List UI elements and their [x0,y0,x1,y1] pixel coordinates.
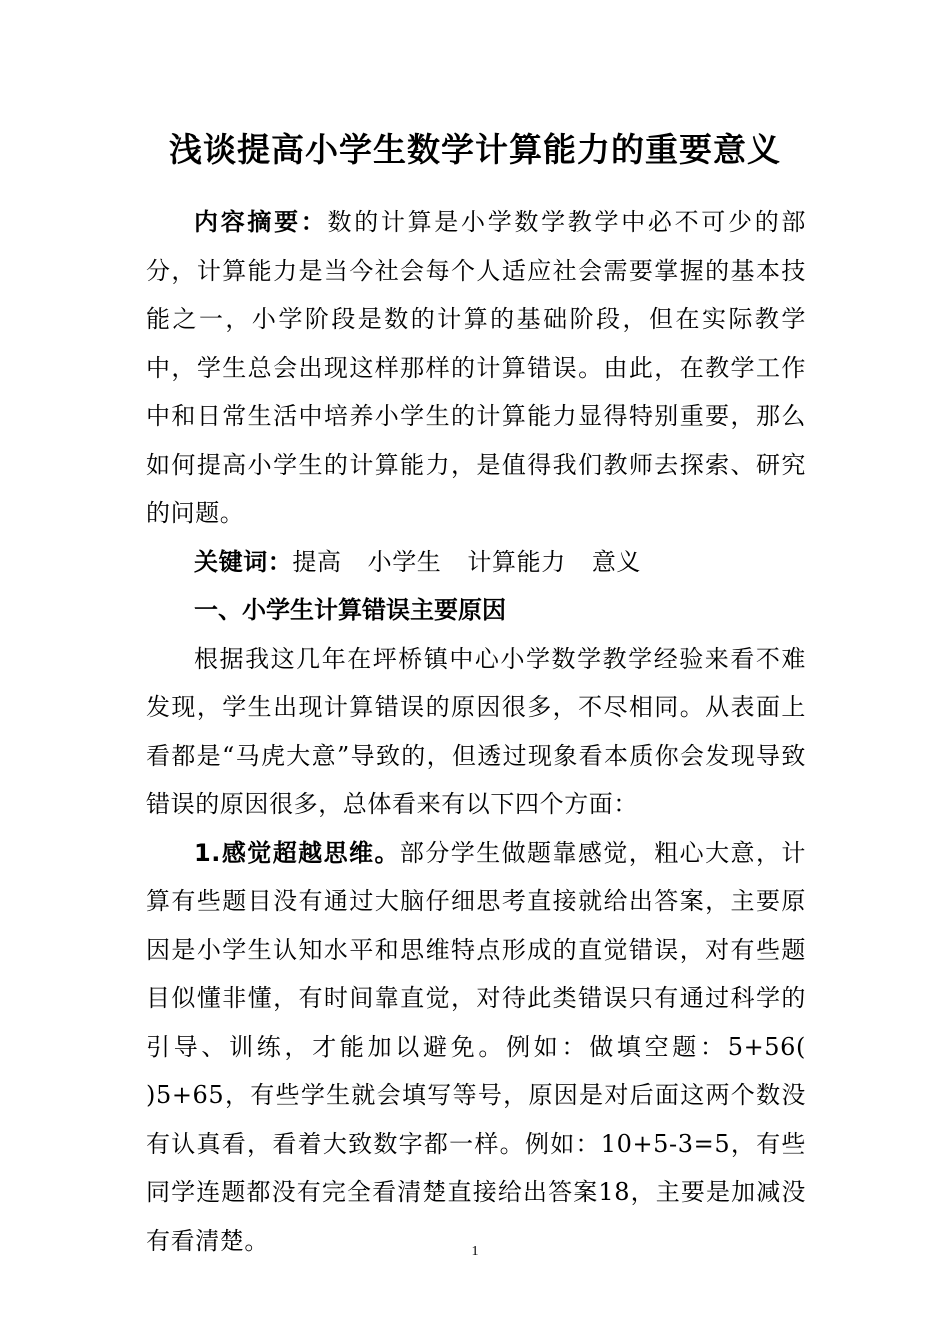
keywords-paragraph [146,538,806,587]
abstract-paragraph [146,198,806,538]
keyword-item: 提高 [292,547,342,576]
document-body [146,198,839,1265]
keyword-item: 计算能力 [467,547,566,576]
section-heading: 一、小学生计算错误主要原因 [194,596,506,624]
point-1-label: 1.感觉超越思维。 [194,838,400,867]
point-1-text: 部分学生做题靠感觉，粗心大意，计算有些题目没有通过大脑仔细思考直接就给出答案，主要原因是小学生认知水平和思维特点形成的直觉错误，对有些题目似懂非懂，有时间靠直觉，对待此类错误只有通过科学的引导、训练，才能加以避免。例如：做填空题：5+56( )5+65，有些学生就会填写等号，原因是对后面这两个数没有认真看，看着大致数字都一样。例如：10+5-3=5，有些同学连题都没有完全看清楚直接给出答案18，主要是加减没有看清楚。 [146,838,839,1255]
keyword-item: 小学生 [367,547,442,576]
keyword-item: 意义 [591,547,642,576]
point-1-paragraph [146,829,839,1266]
abstract-text: 数的计算是小学数学教学中必不可少的部分，计算能力是当今社会每个人适应社会需要掌握的基本技能之一，小学阶段是数的计算的基础阶段，但在实际教学中，学生总会出现这样那样的计算错误。由此，在教学工作中和日常生活中培养小学生的计算能力显得特别重要，那么如何提高小学生的计算能力，是值得我们教师去探索、研究的问题。 [146,208,806,527]
section-intro-paragraph: 根据我这几年在坪桥镇中心小学数学教学经验来看不难发现，学生出现计算错误的原因很多，不尽相同。从表面上看都是“马虎大意”导致的，但透过现象看本质你会发现导致错误的原因很多，总体看来有以下四个方面： [146,644,806,818]
keywords-label: 关键词： [194,547,293,576]
page-number: 1 [471,1244,479,1259]
document-title: 浅谈提高小学生数学计算能力的重要意义 [169,130,781,169]
abstract-label: 内容摘要： [194,208,328,236]
